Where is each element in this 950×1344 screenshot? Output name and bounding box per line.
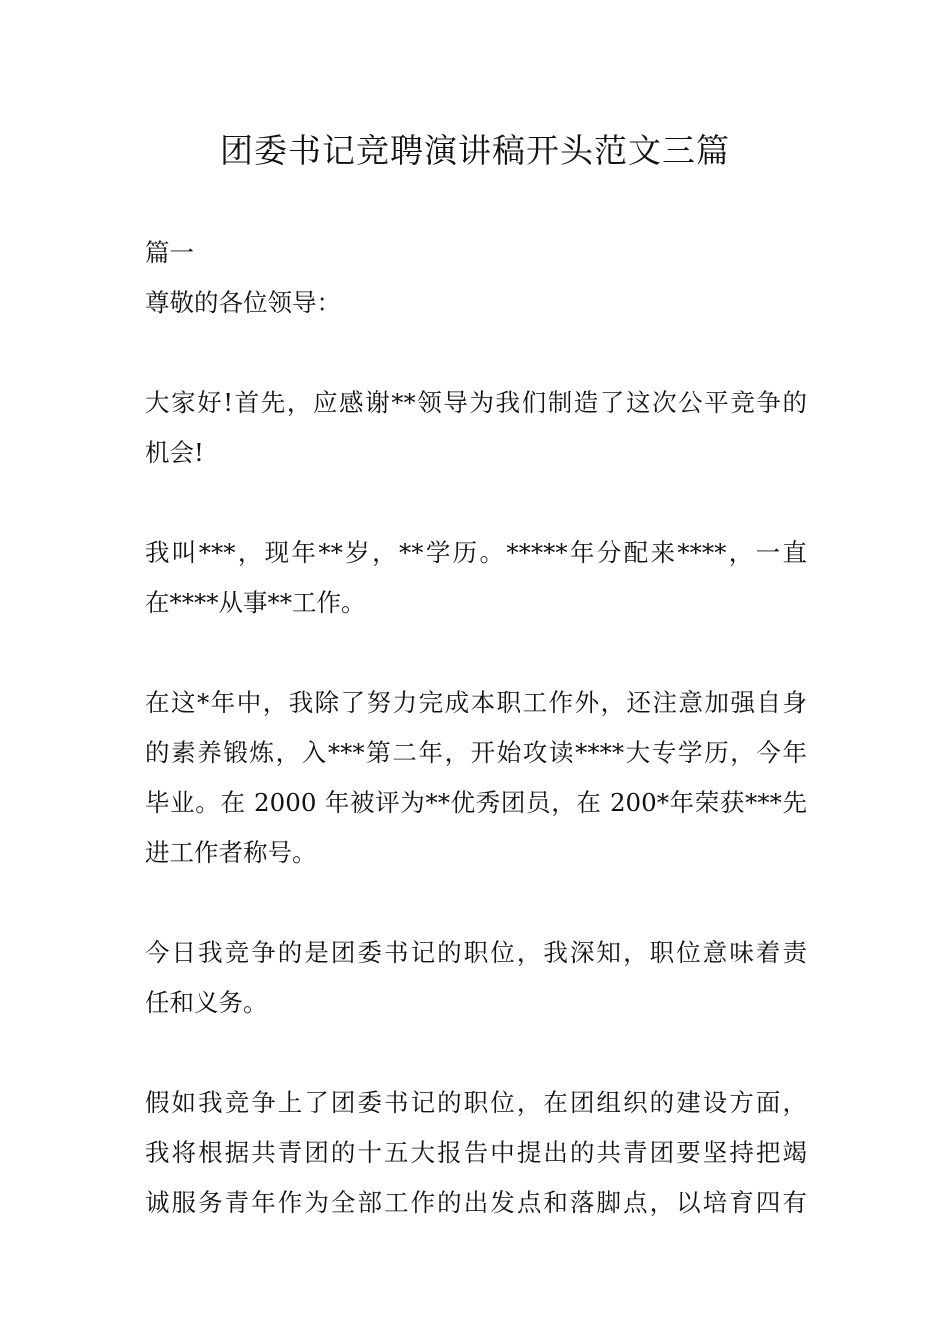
- paragraph-line: 今日我竞争的是团委书记的职位，我深知，职位意味着责: [145, 938, 807, 967]
- document-body: [145, 228, 807, 1228]
- paragraph-line: 在****从事**工作。: [145, 588, 366, 617]
- paragraph-2: [145, 528, 807, 628]
- paragraph-line: 任和义务。: [145, 988, 268, 1017]
- salutation: 尊敬的各位领导：: [145, 288, 341, 317]
- paragraph-line: 诚服务青年作为全部工作的出发点和落脚点，以培育四有: [145, 1188, 807, 1217]
- paragraph-line: 机会!: [145, 438, 204, 467]
- paragraph-4: [145, 928, 807, 1028]
- section-heading: 篇一: [145, 238, 194, 267]
- paragraph-line: 我将根据共青团的十五大报告中提出的共青团要坚持把竭: [145, 1138, 807, 1167]
- document-title: 团委书记竞聘演讲稿开头范文三篇: [220, 131, 730, 170]
- paragraph-gap: [145, 478, 807, 528]
- paragraph-1: [145, 378, 807, 478]
- paragraph-line: 假如我竞争上了团委书记的职位，在团组织的建设方面，: [145, 1088, 807, 1117]
- paragraph-3: [145, 678, 807, 878]
- paragraph-line: 我叫***，现年**岁，**学历。*****年分配来****，一直: [145, 538, 807, 567]
- paragraph-line: 在这*年中，我除了努力完成本职工作外，还注意加强自身: [145, 688, 807, 717]
- paragraph-gap: [145, 328, 807, 378]
- paragraph-line: 大家好!首先，应感谢**领导为我们制造了这次公平竞争的: [145, 388, 807, 417]
- paragraph-line: 的素养锻炼，入***第二年，开始攻读****大专学历，今年: [145, 738, 807, 767]
- paragraph-gap: [145, 1028, 807, 1078]
- paragraph-line: 毕业。在 2000 年被评为**优秀团员，在 200*年荣获***先: [145, 788, 807, 817]
- paragraph-gap: [145, 628, 807, 678]
- paragraph-5: [145, 1078, 807, 1228]
- paragraph-line: 进工作者称号。: [145, 838, 317, 867]
- paragraph-gap: [145, 878, 807, 928]
